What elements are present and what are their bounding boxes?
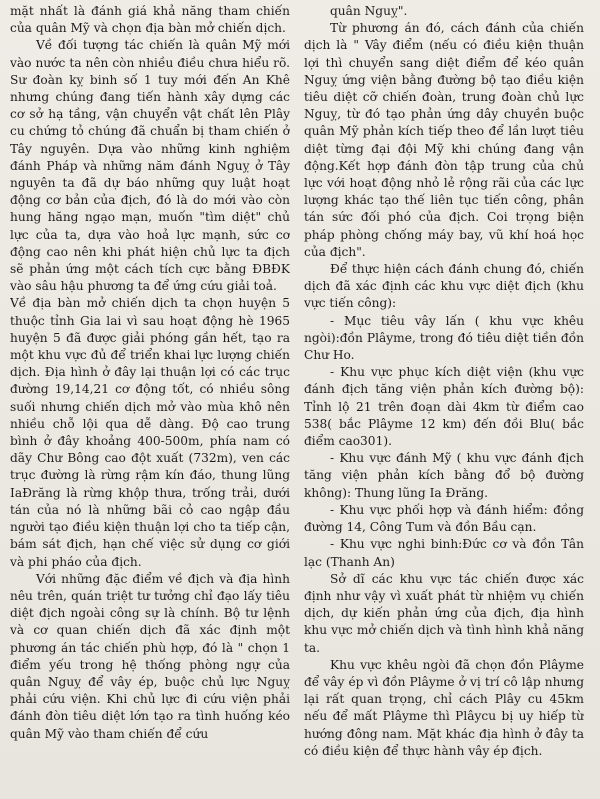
paragraph: Về đối tượng tác chiến là quân Mỹ mới vào nước ta nên còn nhiều điều chưa hiểu rõ. Sư đoàn kỵ binh số 1 tuy mới đến An Khê nhưng chúng đang tiến hành xây dựng các cơ sở hạ tầng, vận chuyển vật chất lên Plây cu chứng tỏ chúng đã chuẩn bị tham chiến ở Tây nguyên. Dựa vào những kinh nghiệm đánh Pháp và những năm đánh Nguỵ ở Tây nguyên ta đã dự báo những quy luật hoạt động cơ bản của địch, đó là do mới vào còn hung hăng ngạo mạn, muốn "tìm diệt" chủ lực của ta, dựa vào hoả lực mạnh, sức cơ động cao nên khi phát hiện chủ lực ta địch sẽ phản ứng một cách tích cực bằng ĐBĐK vào sâu hậu phương ta để ứng cứu giải toả. <box>10 38 290 294</box>
two-column-text <box>10 3 588 799</box>
paragraph: Về địa bàn mở chiến dịch ta chọn huyện 5 thuộc tỉnh Gia lai vì sau hoạt động hè 1965 huyện 5 đã được giải phóng gần hết, tạo ra một khu vực đủ để triển khai lực lượng chiến dịch. Địa hình ở đây lại thuận lợi có các trục đường 19,14,21 cơ động tốt, có nhiều sông suối nhưng chiến dịch mở vào mùa khô nên nhiều chỗ lội qua dễ dàng. Độ cao trung bình ở đây khoảng 400-500m, phía nam có dãy Chư Bông cao đột xuất (732m), ven các trục đường là rừng rậm kín đáo, thung lũng IaĐrăng là rừng khộp thưa, trống trải, dưới tán của nó là những bãi cỏ cao ngập đầu người tạo điều kiện thuận lợi cho ta tiếp cận, bám sát địch, hạn chế việc sử dụng cơ giới và phi pháo của địch. <box>10 296 290 569</box>
paragraph: mặt nhất là đánh giá khả năng tham chiến của quân Mỹ và chọn địa bàn mở chiến dịch. <box>10 4 290 36</box>
paragraph: - Khu vực phối hợp và đánh hiểm: đồng đường 14, Công Tum và đồn Bầu cạn. <box>304 502 584 535</box>
paragraph: Sở dĩ các khu vực tác chiến được xác định như vậy vì xuất phát từ nhiệm vụ chiến dịch, dự kiến phản ứng của địch, địa hình khu vực mở chiến dịch và tình hình khả năng ta. <box>304 571 584 655</box>
paragraph: - Mục tiêu vây lấn ( khu vực khêu ngòi):đồn Plâyme, trong đó tiêu diệt tiền đồn Chư Ho. <box>304 313 584 363</box>
paragraph: Khu vực khêu ngòi đã chọn đồn Plâyme để vây ép vì đồn Plâyme ở vị trí cô lập nhưng lại rất quan trọng, chỉ cách Plây cu 45km nếu để mất Plâyme thì Plâycu bị uy hiếp từ hướng đông nam. Mặt khác địa hình ở đây ta có điều kiện để thực hành vây ép địch. <box>304 657 584 758</box>
right-column <box>304 3 584 799</box>
paragraph: Từ phương án đó, cách đánh của chiến dịch là " Vây điểm (nếu có điều kiện thuận lợi thì chuyển sang diệt điểm để kéo quân Nguỵ ứng viện bằng đường bộ tạo điều kiện tiêu diệt cỡ chiến đoàn, trung đoàn chủ lực Nguỵ, từ đó tạo phản ứng dây chuyền buộc quân Mỹ phản kích tiếp theo để lần lượt tiêu diệt từng đại đội Mỹ khi chúng đang vận động.Kết hợp đánh đòn tập trung của chủ lực với hoạt động nhỏ lẻ rộng rãi của các lực lượng khác tạo thế liên tục tiến công, phân tán sức đối phó của địch. Coi trọng biện pháp phòng chống máy bay, vũ khí hoá học của địch". <box>304 21 584 259</box>
paragraph: quân Nguỵ". <box>330 4 408 18</box>
paragraph: - Khu vực nghi binh:Đức cơ và đồn Tân lạc (Thanh An) <box>304 537 584 569</box>
paragraph: Với những đặc điểm về địch và địa hình nêu trên, quán triệt tư tưởng chỉ đạo lấy tiêu diệt địch ngoài công sự là chính. Bộ tư lệnh và cơ quan chiến dịch đã xác định một phương án tác chiến phù hợp, đó là " chọn 1 điểm yếu trong hệ thống phòng ngự của quân Nguỵ để vây ép, buộc chủ lực Nguỵ phải cứu viện. Khi chủ lực đi cứu viện phải đánh đòn tiêu diệt lớn tạo ra tình huống kéo quân Mỹ vào tham chiến để cứu <box>10 571 290 741</box>
paragraph: Để thực hiện cách đánh chung đó, chiến dịch đã xác định các khu vực diệt địch (khu vực tiến công): <box>304 262 584 311</box>
paragraph: - Khu vực đánh Mỹ ( khu vực đánh địch tăng viện phản kích bằng đổ bộ đường không): Thung lũng Ia Đrăng. <box>304 451 584 500</box>
left-column <box>10 3 290 799</box>
paragraph: - Khu vực phục kích diệt viện (khu vực đánh địch tăng viện phản kích đường bộ): Tỉnh lộ 21 trên đoạn dài 4km từ điểm cao 538( bắc Plâyme 12 km) đến đồi Blu( bắc điểm cao301). <box>304 365 584 449</box>
